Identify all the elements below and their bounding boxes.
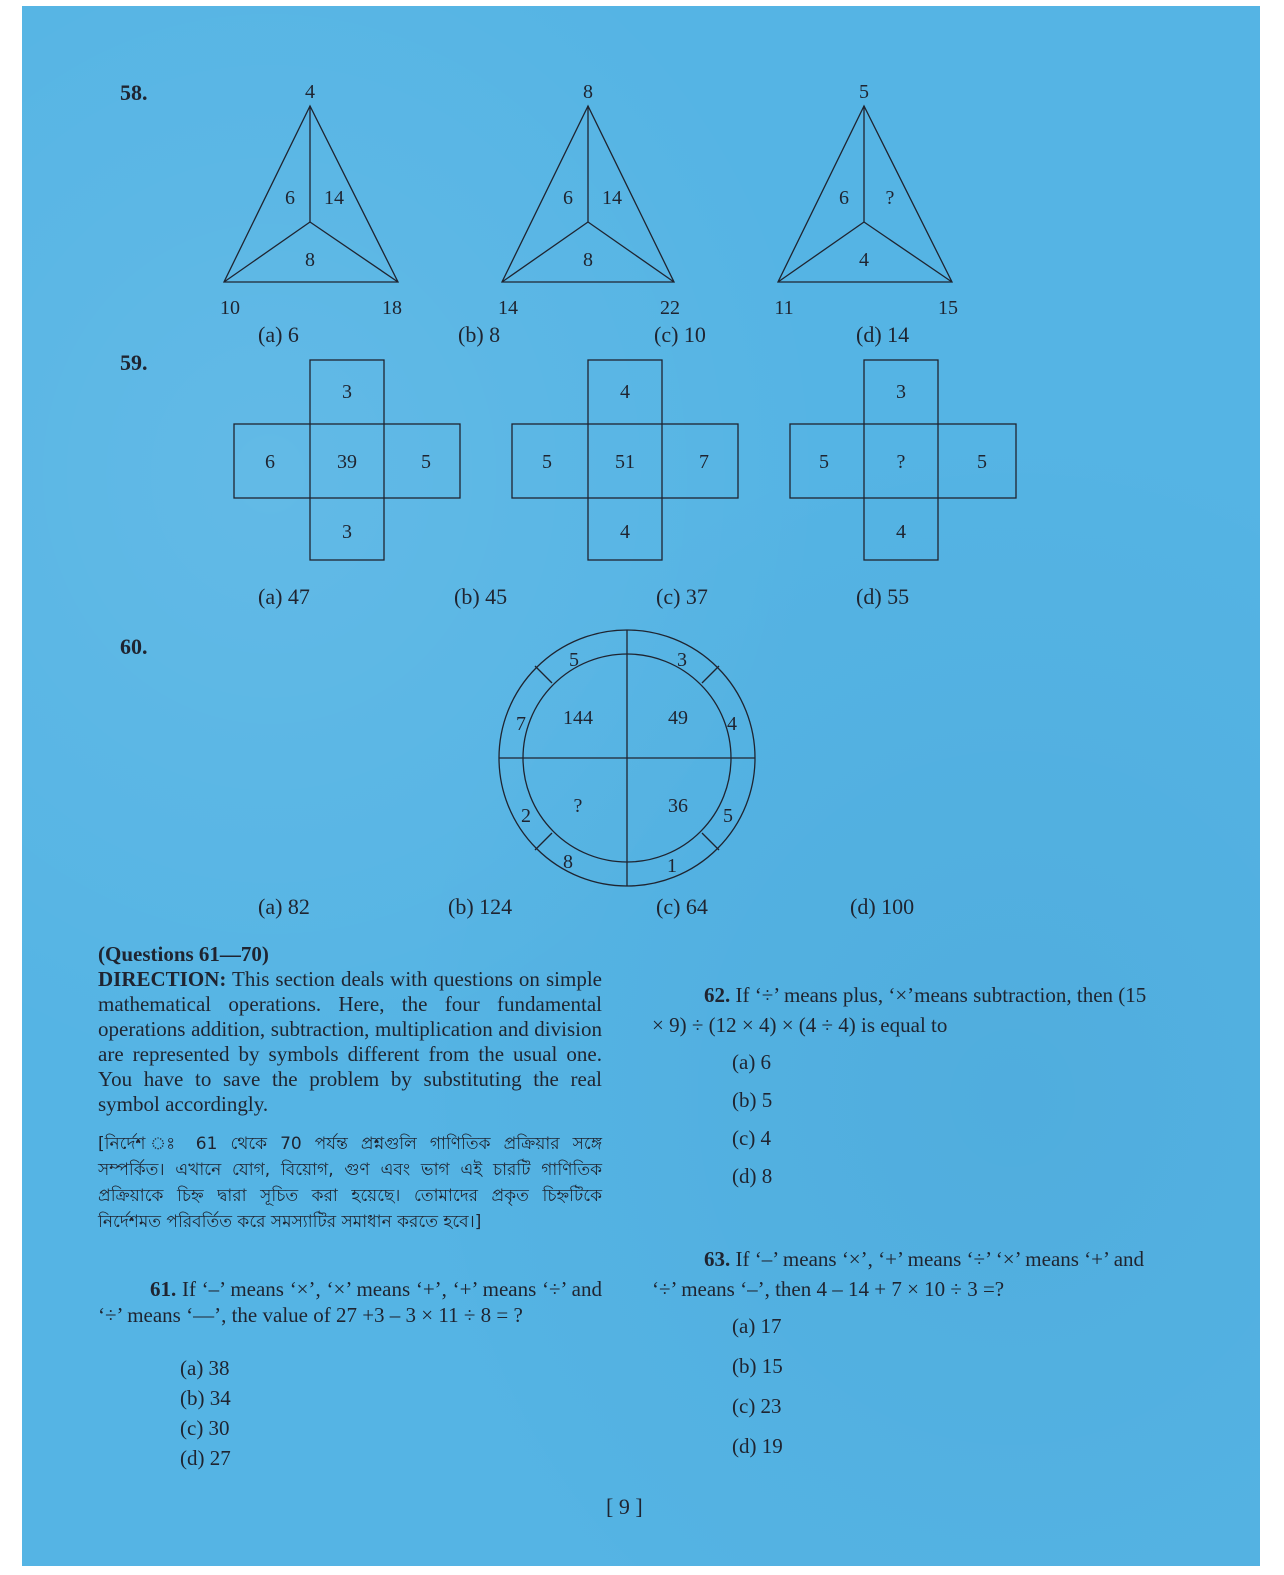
exam-page xyxy=(22,6,1260,1566)
q62-options xyxy=(732,1050,772,1202)
page-number: [ 9 ] xyxy=(606,1494,643,1519)
svg-text:8: 8 xyxy=(563,851,573,873)
t1-left: 10 xyxy=(220,297,240,319)
q62-option-c[interactable]: (c) 4 xyxy=(732,1126,772,1150)
svg-text:36: 36 xyxy=(668,795,688,817)
q58-triangles-figure xyxy=(212,76,972,326)
svg-text:6: 6 xyxy=(265,451,275,473)
svg-text:3: 3 xyxy=(342,381,352,403)
q61-number: 61. xyxy=(150,1277,177,1301)
q58-option-c[interactable]: (c) 10 xyxy=(654,322,706,347)
q60-circle-figure xyxy=(492,626,762,892)
q59-option-d[interactable]: (d) 55 xyxy=(856,584,910,609)
svg-text:3: 3 xyxy=(677,649,687,671)
q63-option-c[interactable]: (c) 23 xyxy=(732,1394,782,1418)
q61-option-a[interactable]: (a) 38 xyxy=(180,1356,230,1380)
q58-number: 58. xyxy=(120,80,148,105)
q60-option-c[interactable]: (c) 64 xyxy=(656,894,708,919)
t3-inner-bottom: 4 xyxy=(859,249,869,271)
q58-option-d[interactable]: (d) 14 xyxy=(856,322,910,347)
q63-text-block xyxy=(652,1244,1158,1304)
q63-option-d[interactable]: (d) 19 xyxy=(732,1434,783,1458)
section-direction-block xyxy=(98,942,602,1235)
q63-option-a[interactable]: (a) 17 xyxy=(732,1314,782,1338)
svg-text:7: 7 xyxy=(699,451,709,473)
t2-left: 14 xyxy=(498,297,518,319)
q63-option-b[interactable]: (b) 15 xyxy=(732,1354,783,1378)
svg-text:4: 4 xyxy=(620,521,630,543)
direction-paragraph xyxy=(98,967,602,1117)
t3-left: 11 xyxy=(774,297,794,319)
t2-inner-left: 6 xyxy=(563,187,573,209)
q60-option-a[interactable]: (a) 82 xyxy=(258,894,310,919)
q61-option-d[interactable]: (d) 27 xyxy=(180,1446,231,1470)
q62-option-a[interactable]: (a) 6 xyxy=(732,1050,772,1074)
t2-top: 8 xyxy=(583,81,593,103)
t1-inner-bottom: 8 xyxy=(305,249,315,271)
t3-right: 15 xyxy=(938,297,958,319)
q59-option-b[interactable]: (b) 45 xyxy=(454,584,508,609)
q61-option-c[interactable]: (c) 30 xyxy=(180,1416,230,1440)
t1-right: 18 xyxy=(382,297,402,319)
bengali-note: [নির্দেশ ঃ 61 থেকে 70 পর্যন্ত প্রশ্নগুলি গাণিতিক প্রক্রিয়ার সঙ্গে সম্পর্কিত। এখানে যোগ, বিয়োগ, গুণ এবং ভাগ এই চারটি গাণিতিক প্রক্রিয়াকে চিহ্ন দ্বারা সূচিত করা হয়েছে। তোমাদের প্রকৃত চিহ্নটিকে নির্দেশমত পরিবর্তিত করে সমস্যাটির সমাধান করতে হবে।] xyxy=(98,1134,602,1232)
direction-label: DIRECTION: xyxy=(98,967,227,991)
q62-option-b[interactable]: (b) 5 xyxy=(732,1088,773,1112)
t3-inner-left: 6 xyxy=(839,187,849,209)
svg-text:4: 4 xyxy=(896,521,906,543)
svg-text:3: 3 xyxy=(896,381,906,403)
svg-text:4: 4 xyxy=(620,381,630,403)
direction-text: This section deals with questions on simple mathematical operations. Here, the four fundamental operations addition, subtraction, multiplication and division are represented by symbols different from the usual one. You have to save the problem by substituting the real symbol accordingly. xyxy=(98,967,602,1116)
svg-text:7: 7 xyxy=(516,713,526,735)
q59-option-a[interactable]: (a) 47 xyxy=(258,584,310,609)
svg-text:5: 5 xyxy=(542,451,552,473)
q61-text: If ‘–’ means ‘×’, ‘×’ means ‘+’, ‘+’ means ‘÷’ and ‘÷’ means ‘—’, the value of 27 +3 – 3 × 11 ÷ 8 = ? xyxy=(98,1277,602,1327)
svg-text:4: 4 xyxy=(727,713,737,735)
q59-number: 59. xyxy=(120,350,148,375)
t3-inner-right: ? xyxy=(885,187,895,209)
q60-option-d[interactable]: (d) 100 xyxy=(850,894,915,919)
svg-text:1: 1 xyxy=(667,855,677,877)
q63-options xyxy=(732,1314,783,1474)
q59-option-c[interactable]: (c) 37 xyxy=(656,584,708,609)
svg-text:?: ? xyxy=(573,795,583,817)
q62-number: 62. xyxy=(704,983,731,1007)
t3-top: 5 xyxy=(859,81,869,103)
q60-number: 60. xyxy=(120,634,148,659)
q62-option-d[interactable]: (d) 8 xyxy=(732,1164,773,1188)
svg-text:2: 2 xyxy=(521,805,531,827)
q59-crosses-figure xyxy=(232,358,1032,568)
svg-text:49: 49 xyxy=(668,707,688,729)
t2-right: 22 xyxy=(660,297,680,319)
svg-text:5: 5 xyxy=(977,451,987,473)
q62-text: If ‘÷’ means plus, ‘×’means subtraction, then (15 × 9) ÷ (12 × 4) × (4 ÷ 4) is equal to xyxy=(652,983,1147,1037)
svg-text:144: 144 xyxy=(563,707,593,729)
q60-option-b[interactable]: (b) 124 xyxy=(448,894,513,919)
svg-text:5: 5 xyxy=(569,649,579,671)
q63-text: If ‘–’ means ‘×’, ‘+’ means ‘÷’ ‘×’ means ‘+’ and ‘÷’ means ‘–’, then 4 – 14 + 7 × 10 ÷ 3 =? xyxy=(652,1247,1145,1301)
t2-inner-right: 14 xyxy=(602,187,622,209)
svg-text:5: 5 xyxy=(421,451,431,473)
q61-option-b[interactable]: (b) 34 xyxy=(180,1386,231,1410)
svg-text:51: 51 xyxy=(615,451,635,473)
t2-inner-bottom: 8 xyxy=(583,249,593,271)
svg-text:5: 5 xyxy=(819,451,829,473)
section-heading: (Questions 61—70) xyxy=(98,942,269,966)
t1-inner-left: 6 xyxy=(285,187,295,209)
t1-top: 4 xyxy=(305,81,315,103)
q58-option-b[interactable]: (b) 8 xyxy=(458,322,501,347)
q62-text-block xyxy=(652,980,1158,1040)
q61-text-block xyxy=(98,1276,602,1328)
svg-text:?: ? xyxy=(896,451,906,473)
q61-options xyxy=(180,1356,231,1476)
t1-inner-right: 14 xyxy=(324,187,344,209)
q63-number: 63. xyxy=(704,1247,731,1271)
svg-text:39: 39 xyxy=(337,451,357,473)
svg-text:3: 3 xyxy=(342,521,352,543)
svg-text:5: 5 xyxy=(723,805,733,827)
q58-option-a[interactable]: (a) 6 xyxy=(258,322,299,347)
